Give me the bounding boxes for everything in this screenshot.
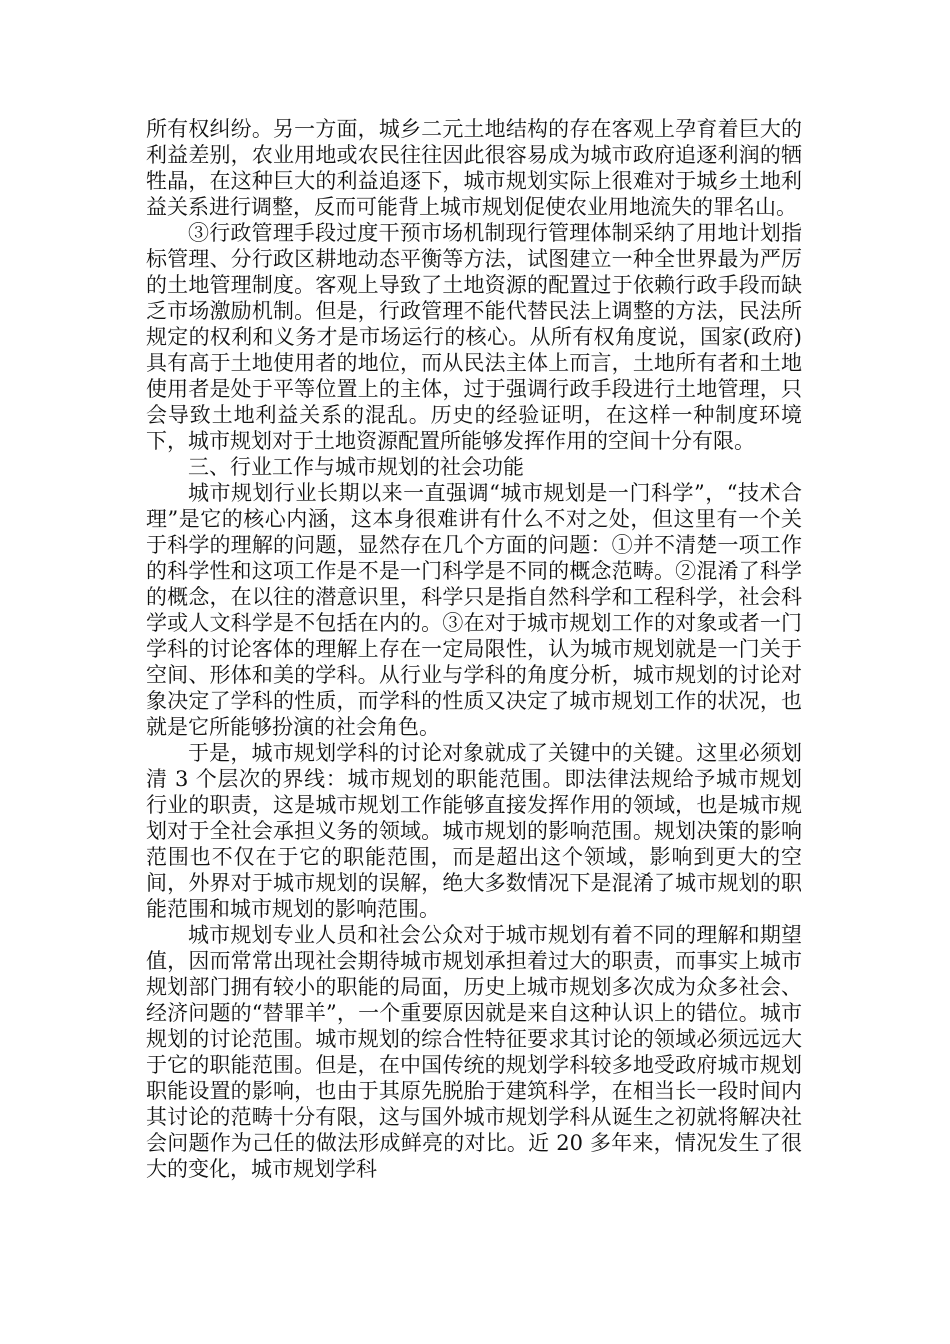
paragraph-land-ownership-continued: 所有权纠纷。另一方面，城乡二元土地结构的存在客观上孕育着巨大的利益差别，农业用地或农民往往因此很容易成为城市政府追逐利润的牺牲晶，在这种巨大的利益追逐下，城市规划实际上很难对于城乡土地利益关系进行调整，反而可能背上城市规划促使农业用地流失的罪名山。 [146,117,802,219]
paragraph-administrative-intervention: ③行政管理手段过度干预市场机制现行管理体制采纳了用地计划指标管理、分行政区耕地动态平衡等方法，试图建立一种全世界最为严厉的土地管理制度。客观上导致了土地资源的配置过于依赖行政手段而缺乏市场激励机制。但是，行政管理不能代替民法上调整的方法，民法所规定的权利和义务才是市场运行的核心。从所有权角度说，国家(政府)具有高于土地使用者的地位，而从民法主体上而言，土地所有者和土地使用者是处于平等位置上的主体，过于强调行政手段进行土地管理，只会导致土地利益关系的混乱。历史的经验证明，在这样一种制度环境下，城市规划对于土地资源配置所能够发挥作用的空间十分有限。 [146,221,802,453]
document-page [146,116,802,1182]
paragraph-discussion-object: 于是，城市规划学科的讨论对象就成了关键中的关键。这里必须划清 3 个层次的界线：城市规划的职能范围。即法律法规给予城市规划行业的职责，这是城市规划工作能够直接发挥作用的领域，也是城市规划对于全社会承担义务的领域。城市规划的影响范围。规划决策的影响范围也不仅在于它的职能范围，而是超出这个领域，影响到更大的空间，外界对于城市规划的误解，绝大多数情况下是混淆了城市规划的职能范围和城市规划的影响范围。 [146,741,802,921]
section-heading: 三、行业工作与城市规划的社会功能 [188,455,524,479]
paragraph-planning-as-science: 城市规划行业长期以来一直强调“城市规划是一门科学”，“技术合理”是它的核心内涵，这本身很难讲有什么不对之处，但这里有一个关于科学的理解的问题，显然存在几个方面的问题：①并不清楚一项工作的科学性和这项工作是不是一门科学是不同的概念范畴。②混淆了科学的概念，在以往的潜意识里，科学只是指自然科学和工程科学，社会科学或人文科学是不包括在内的。③在对于城市规划工作的对象或者一门学科的讨论客体的理解上存在一定局限性，认为城市规划就是一门关于空间、形体和美的学科。从行业与学科的角度分析，城市规划的讨论对象决定了学科的性质，而学科的性质又决定了城市规划工作的状况，也就是它所能够扮演的社会角色。 [146,481,802,739]
paragraph-public-expectations: 城市规划专业人员和社会公众对于城市规划有着不同的理解和期望值，因而常常出现社会期待城市规划承担着过大的职责，而事实上城市规划部门拥有较小的职能的局面，历史上城市规划多次成为众多社会、经济问题的“替罪羊”，一个重要原因就是来自这种认识上的错位。城市规划的讨论范围。城市规划的综合性特征要求其讨论的领域必须远远大于它的职能范围。但是，在中国传统的规划学科较多地受政府城市规划职能设置的影响，也由于其原先脱胎于建筑科学，在相当长一段时间内其讨论的范畴十分有限，这与国外城市规划学科从诞生之初就将解决社会问题作为己任的做法形成鲜亮的对比。近 20 多年来，情况发生了很大的变化，城市规划学科 [146,923,802,1181]
